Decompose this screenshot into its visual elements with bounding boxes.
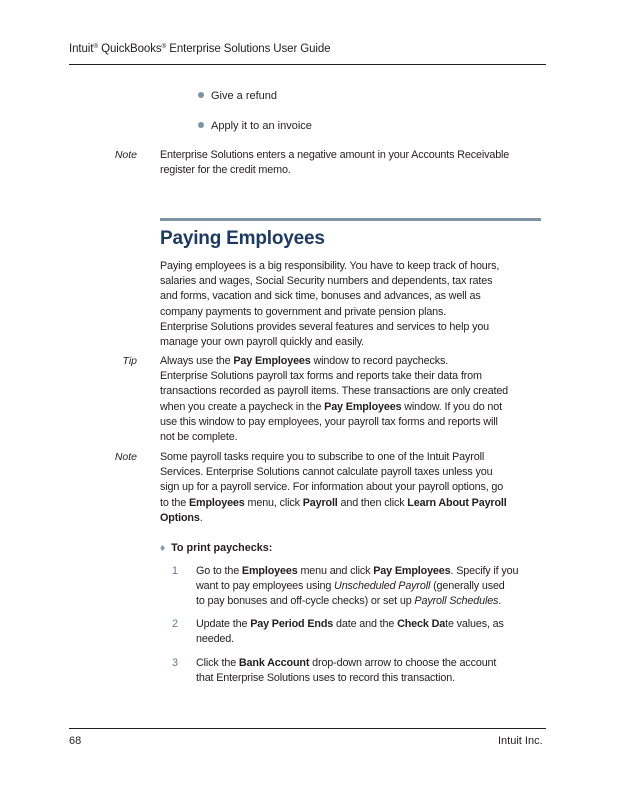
- registered-mark: ®: [161, 43, 167, 50]
- header-rule: [69, 64, 546, 65]
- note-label: Note: [114, 451, 137, 463]
- note-line: Some payroll tasks require you to subscribe to one of the Intuit Payroll: [160, 451, 485, 463]
- step-text: Go to the Employees menu and click Pay Employees. Specify if you want to pay employees using Unscheduled Payroll (generally used to pay bonuses and off-cycle checks) or set up Payroll Schedules.: [196, 565, 519, 608]
- intro-line: and forms, vacation and sick time, bonuses and advances, as well as: [160, 290, 481, 303]
- tip-text: [160, 354, 550, 445]
- section-title: Paying Employees: [160, 228, 325, 249]
- intro-line: Enterprise Solutions provides several features and services to help you: [160, 320, 490, 333]
- footer-company: Intuit Inc.: [498, 735, 543, 747]
- header-product: QuickBooks: [98, 43, 162, 55]
- note-line: Services. Enterprise Solutions cannot calculate payroll taxes unless you: [160, 466, 493, 479]
- bullet-dot-icon: [198, 92, 204, 98]
- intro-line: manage your own payroll quickly and easily.: [160, 336, 364, 349]
- note-line: Enterprise Solutions enters a negative amount in your Accounts Receivable: [160, 149, 510, 161]
- note-line: sign up for a payroll service. For information about your payroll options, go: [160, 481, 504, 494]
- intro-line: salaries and wages, Social Security numbers and dependents, tax rates: [160, 275, 493, 288]
- diamond-bullet-icon: ♦: [160, 543, 166, 554]
- running-header: [69, 43, 330, 55]
- procedure-title: ♦ To print paychecks:: [160, 542, 273, 554]
- note-line: Options.: [160, 511, 203, 524]
- note-text: [160, 148, 550, 178]
- footer-rule: [69, 728, 546, 729]
- header-title: Enterprise Solutions User Guide: [166, 43, 331, 55]
- bullet-text: Apply it to an invoice: [211, 120, 312, 132]
- tip-line: use this window to pay employees, your payroll tax forms and reports will: [160, 415, 498, 428]
- note-line: register for the credit memo.: [160, 164, 291, 177]
- header-brand: Intuit: [69, 43, 94, 55]
- page-number: 68: [69, 735, 82, 747]
- step-number: 3: [172, 657, 178, 669]
- step-text: Click the Bank Account drop-down arrow to choose the account that Enterprise Solutions uses to record this transaction.: [196, 657, 497, 685]
- note-line: to the Employees menu, click Payroll and then click Learn About Payroll: [160, 496, 507, 509]
- bullet-dot-icon: [198, 122, 204, 128]
- step-text: Update the Pay Period Ends date and the Check Date values, as needed.: [196, 618, 504, 646]
- registered-mark: ®: [93, 43, 99, 50]
- tip-line: when you create a paycheck in the Pay Employees window. If you do not: [160, 400, 502, 413]
- bullet-item: [198, 90, 277, 102]
- tip-line: not be complete.: [160, 431, 238, 444]
- note-label: Note: [114, 149, 137, 161]
- intro-line: company payments to government and private pension plans.: [160, 305, 447, 318]
- tip-label: Tip: [122, 355, 137, 367]
- bullet-item: [198, 120, 312, 132]
- tip-line: Enterprise Solutions payroll tax forms and reports take their data from: [160, 370, 482, 383]
- section-rule: [160, 218, 541, 221]
- tip-line: Always use the Pay Employees window to record paychecks.: [160, 355, 449, 367]
- intro-line: Paying employees is a big responsibility. You have to keep track of hours,: [160, 260, 500, 272]
- section-intro: [160, 259, 550, 350]
- tip-line: transactions recorded as payroll items. These transactions are only created: [160, 385, 509, 398]
- note-text: [160, 450, 550, 526]
- step-number: 1: [172, 565, 178, 577]
- bullet-text: Give a refund: [211, 90, 278, 102]
- step-number: 2: [172, 618, 178, 630]
